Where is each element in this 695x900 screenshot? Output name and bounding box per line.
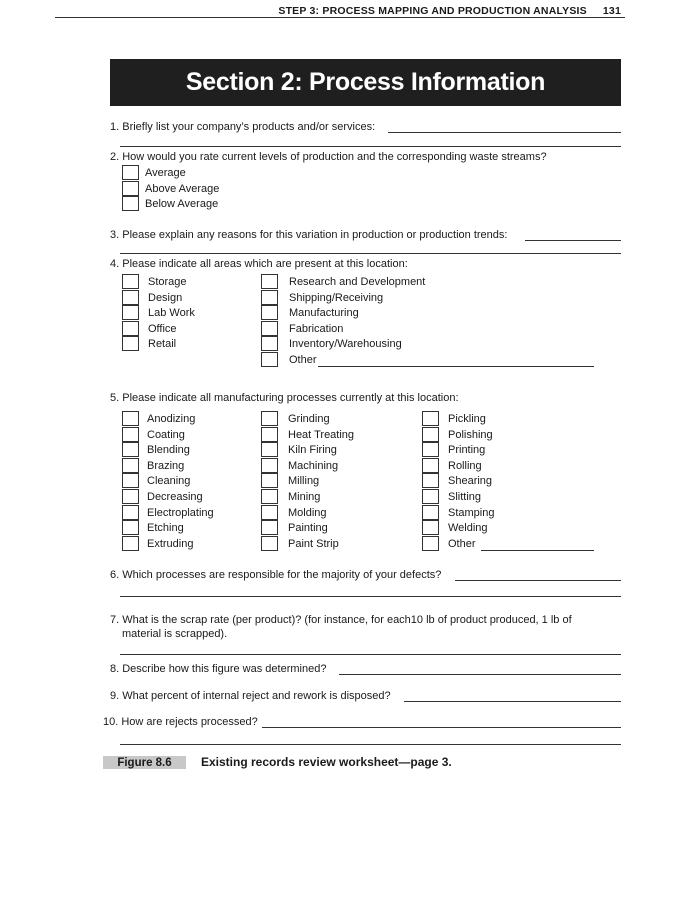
answer-line-q3[interactable] [525, 240, 621, 241]
checkbox-label: Average [145, 167, 186, 179]
checkbox-label: Rolling [448, 459, 482, 472]
answer-line-q10[interactable] [262, 727, 621, 728]
checkbox[interactable] [122, 165, 139, 180]
checkbox-label: Decreasing [147, 491, 203, 503]
checkbox-label: Blending [147, 444, 190, 457]
checkbox[interactable] [122, 196, 139, 211]
question-5: 5. Please indicate all manufacturing processes currently at this location: [110, 392, 459, 404]
running-header [278, 5, 621, 17]
question-3: 3. Please explain any reasons for this variation in production or production trends: [110, 229, 508, 241]
checkbox[interactable] [122, 427, 139, 442]
checkbox-label: Electroplating [147, 506, 214, 519]
checkbox-label: Slitting [448, 491, 482, 503]
checkbox[interactable] [422, 427, 439, 442]
checkbox-label: Storage [148, 276, 187, 288]
checkbox[interactable] [122, 181, 139, 196]
answer-line-q7[interactable] [120, 654, 621, 655]
checkbox[interactable] [422, 489, 439, 504]
checkbox[interactable] [261, 427, 278, 442]
checkbox[interactable] [261, 305, 278, 320]
checkbox-label: Shipping/Receiving [289, 291, 384, 304]
checkbox[interactable] [122, 536, 139, 551]
checkbox-label: Lab Work [148, 307, 195, 320]
answer-line-q3-extra[interactable] [120, 253, 621, 254]
answer-line-q10-extra[interactable] [120, 744, 621, 745]
checkbox-label: Polishing [448, 428, 493, 441]
checkbox[interactable] [261, 411, 278, 426]
checkbox-label: Etching [147, 522, 184, 535]
section-title: Section 2: Process Information [110, 59, 621, 106]
checkbox[interactable] [122, 442, 139, 457]
checkbox-label: Retail [148, 338, 177, 351]
checkbox-label: Printing [448, 444, 486, 457]
checkbox-label: Kiln Firing [288, 444, 337, 457]
checkbox-label: Pickling [448, 413, 486, 425]
checkbox[interactable] [122, 290, 139, 305]
checkbox-label: Shearing [448, 475, 493, 488]
checkbox-label: Brazing [147, 459, 185, 472]
question-2: 2. How would you rate current levels of production and the corresponding waste streams? [110, 151, 547, 163]
question-10: 10. How are rejects processed? [103, 716, 258, 728]
checkbox-label: Anodizing [147, 413, 196, 425]
checkbox-label: Milling [288, 475, 320, 488]
checkbox[interactable] [422, 520, 439, 535]
checkbox[interactable] [261, 321, 278, 336]
checkbox-label: Painting [288, 522, 328, 535]
checkbox-label: Grinding [288, 413, 330, 425]
checkbox[interactable] [122, 505, 139, 520]
answer-line-q1-extra[interactable] [120, 146, 621, 147]
checkbox-label: Welding [448, 522, 488, 535]
answer-line-q5-other[interactable] [481, 550, 594, 551]
running-title: STEP 3: PROCESS MAPPING AND PRODUCTION ANALYSIS [278, 5, 587, 17]
answer-line-q8[interactable] [339, 674, 621, 675]
checkbox[interactable] [422, 411, 439, 426]
checkbox-label: Coating [147, 428, 185, 441]
checkbox[interactable] [422, 473, 439, 488]
question-1: 1. Briefly list your company’s products and/or services: [110, 121, 376, 133]
checkbox[interactable] [261, 458, 278, 473]
checkbox[interactable] [122, 411, 139, 426]
checkbox[interactable] [261, 336, 278, 351]
checkbox-label: Paint Strip [288, 537, 339, 550]
checkbox-label: Office [148, 322, 177, 335]
question-7-line-2: material is scrapped). [122, 628, 228, 640]
checkbox-label: Heat Treating [288, 428, 355, 441]
header-rule [55, 17, 625, 18]
checkbox[interactable] [122, 321, 139, 336]
checkbox-label: Extruding [147, 537, 194, 550]
question-4: 4. Please indicate all areas which are present at this location: [110, 258, 408, 270]
checkbox[interactable] [261, 473, 278, 488]
checkbox[interactable] [122, 520, 139, 535]
page-number: 131 [602, 5, 621, 17]
checkbox[interactable] [122, 489, 139, 504]
checkbox[interactable] [122, 305, 139, 320]
checkbox-label: Mining [288, 491, 321, 503]
figure-label: Figure 8.6 [103, 756, 186, 769]
checkbox[interactable] [122, 473, 139, 488]
question-7-line-1: 7. What is the scrap rate (per product)? (for instance, for each10 lb of product produced, 1 lb of [110, 614, 572, 626]
question-9: 9. What percent of internal reject and rework is disposed? [110, 690, 391, 702]
answer-line-q1[interactable] [388, 132, 621, 133]
checkbox[interactable] [261, 536, 278, 551]
answer-line-q4-other[interactable] [318, 366, 594, 367]
checkbox[interactable] [261, 352, 278, 367]
answer-line-q9[interactable] [404, 701, 621, 702]
checkbox[interactable] [422, 505, 439, 520]
checkbox-label: Stamping [448, 506, 495, 519]
checkbox[interactable] [422, 458, 439, 473]
checkbox[interactable] [261, 505, 278, 520]
checkbox-label: Below Average [145, 198, 219, 211]
checkbox-label: Manufacturing [289, 307, 359, 320]
checkbox[interactable] [422, 536, 439, 551]
answer-line-q6[interactable] [455, 580, 621, 581]
checkbox[interactable] [122, 274, 139, 289]
checkbox[interactable] [422, 442, 439, 457]
checkbox-label: Machining [288, 459, 339, 472]
checkbox-label: Above Average [145, 182, 220, 195]
question-6: 6. Which processes are responsible for the majority of your defects? [110, 569, 442, 581]
figure-caption: Existing records review worksheet—page 3. [201, 755, 452, 769]
checkbox[interactable] [122, 336, 139, 351]
checkbox-label: Other [448, 537, 476, 550]
checkbox-label: Cleaning [147, 475, 191, 488]
answer-line-q6-extra[interactable] [120, 596, 621, 597]
checkbox-label: Other [289, 354, 317, 366]
checkbox[interactable] [122, 458, 139, 473]
checkbox-label: Research and Development [289, 276, 426, 288]
checkbox[interactable] [261, 489, 278, 504]
question-8: 8. Describe how this figure was determined? [110, 663, 327, 675]
checkbox[interactable] [261, 290, 278, 305]
checkbox-label: Fabrication [289, 322, 344, 335]
checkbox-label: Molding [288, 506, 327, 519]
checkbox-label: Inventory/Warehousing [289, 338, 402, 351]
checkbox[interactable] [261, 520, 278, 535]
checkbox-label: Design [148, 291, 183, 304]
checkbox[interactable] [261, 274, 278, 289]
checkbox[interactable] [261, 442, 278, 457]
